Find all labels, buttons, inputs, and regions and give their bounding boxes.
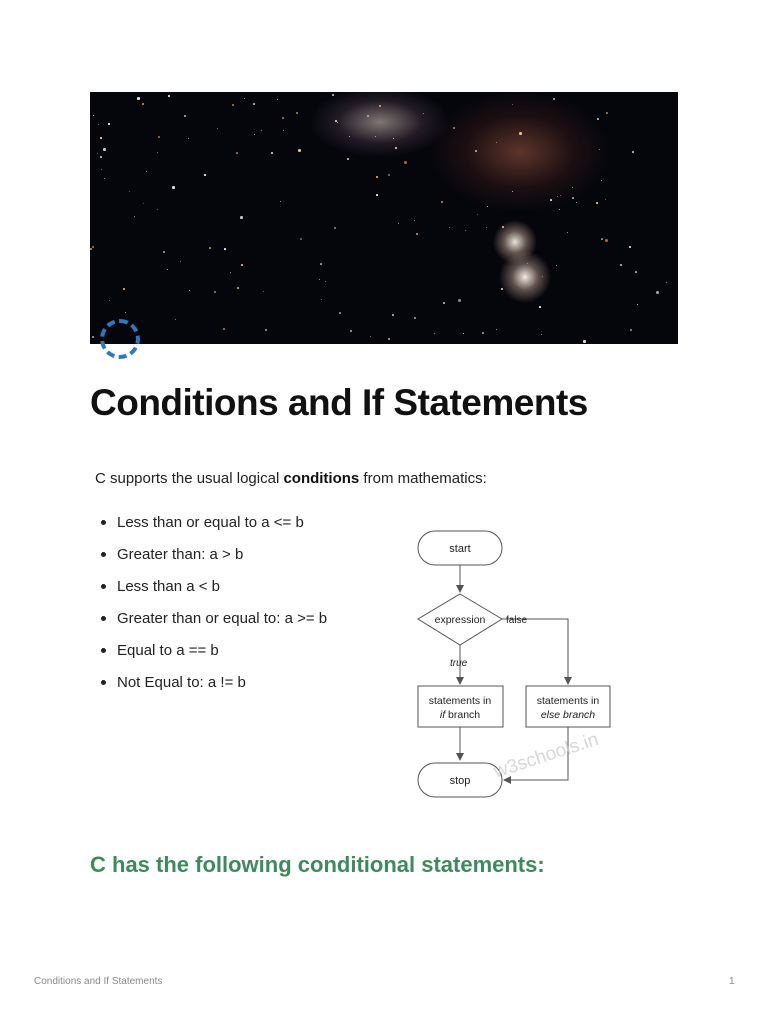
star-dot	[157, 209, 158, 210]
star-dot	[572, 197, 574, 199]
star-dot	[224, 248, 226, 250]
star-dot	[414, 317, 416, 319]
star-dot	[337, 122, 338, 123]
list-item: Greater than or equal to: a >= b	[99, 607, 339, 630]
star-dot	[392, 314, 394, 316]
star-dot	[261, 130, 262, 131]
star-dot	[376, 176, 378, 178]
star-dot	[339, 312, 341, 314]
star-dot	[453, 127, 455, 129]
star-dot	[416, 233, 418, 235]
list-item: Not Equal to: a != b	[99, 671, 339, 694]
star-dot	[325, 281, 326, 282]
intro-text: C supports the usual logical	[95, 470, 284, 487]
star-dot	[98, 124, 99, 125]
star-dot	[496, 142, 497, 143]
star-dot	[214, 291, 216, 293]
star-dot	[123, 288, 125, 290]
page-title: Conditions and If Statements	[90, 382, 588, 423]
star-dot	[334, 227, 336, 229]
star-dot	[236, 152, 238, 154]
star-dot	[605, 239, 608, 242]
else-branch-line2: else branch	[540, 709, 596, 721]
star-dot	[601, 238, 603, 240]
star-dot	[204, 174, 206, 176]
star-dot	[482, 332, 484, 334]
star-dot	[393, 138, 394, 139]
star-dot	[539, 306, 541, 308]
star-dot	[300, 238, 302, 240]
connector-expression-else	[502, 619, 568, 684]
star-dot	[134, 216, 135, 217]
star-dot	[167, 269, 168, 270]
list-item: Equal to a == b	[99, 639, 339, 662]
star-dot	[527, 263, 528, 264]
star-dot	[370, 336, 371, 337]
star-dot	[556, 265, 557, 266]
star-dot	[637, 304, 638, 305]
false-label: false	[506, 615, 528, 626]
section-heading: C has the following conditional statements:	[90, 852, 545, 877]
star-dot	[253, 103, 255, 105]
star-dot	[298, 149, 301, 152]
star-dot	[567, 232, 568, 233]
star-dot	[335, 120, 337, 122]
star-dot	[280, 201, 281, 202]
star-dot	[434, 333, 435, 334]
star-dot	[501, 288, 503, 290]
star-dot	[349, 136, 350, 137]
star-dot	[414, 220, 415, 221]
star-dot	[441, 201, 443, 203]
star-dot	[367, 115, 369, 117]
star-dot	[332, 94, 334, 96]
star-dot	[180, 261, 181, 262]
star-dot	[320, 263, 322, 265]
star-dot	[620, 264, 622, 266]
star-dot	[189, 290, 190, 291]
star-dot	[209, 247, 211, 249]
star-dot	[100, 137, 102, 139]
star-dot	[92, 246, 94, 248]
star-dot	[576, 202, 577, 203]
star-dot	[232, 104, 234, 106]
star-dot	[560, 195, 561, 196]
star-dot	[104, 178, 105, 179]
star-dot	[184, 115, 186, 117]
star-dot	[398, 223, 399, 224]
star-dot	[550, 199, 552, 201]
star-dot	[277, 99, 278, 100]
star-dot	[90, 248, 92, 250]
star-dot	[125, 312, 126, 313]
star-dot	[388, 338, 390, 340]
star-dot	[599, 149, 600, 150]
star-dot	[512, 191, 513, 192]
true-label: true	[450, 658, 468, 669]
star-dot	[541, 334, 542, 335]
star-dot	[241, 264, 243, 266]
star-dot	[223, 328, 225, 330]
star-dot	[553, 98, 555, 100]
star-dot	[512, 104, 513, 105]
star-dot	[175, 319, 176, 320]
star-dot	[137, 97, 140, 100]
star-dot	[443, 302, 445, 304]
star-dot	[143, 203, 144, 204]
star-dot	[254, 134, 255, 135]
star-dot	[321, 299, 322, 300]
page-icon[interactable]	[100, 319, 140, 359]
star-dot	[463, 333, 464, 334]
star-dot	[347, 158, 349, 160]
intro-paragraph	[95, 470, 487, 487]
star-dot	[630, 329, 632, 331]
star-dot	[188, 138, 189, 139]
star-dot	[282, 117, 284, 119]
if-statement-flowchart	[408, 526, 640, 808]
list-item: Greater than: a > b	[99, 543, 339, 566]
star-dot	[597, 118, 599, 120]
stop-label: stop	[449, 775, 471, 787]
intro-bold-text: conditions	[283, 470, 360, 487]
footer-title: Conditions and If Statements	[34, 976, 163, 987]
star-dot	[217, 128, 218, 129]
star-dot	[142, 103, 144, 105]
page-number: 1	[729, 976, 735, 987]
star-dot	[487, 206, 488, 207]
star-dot	[596, 202, 598, 204]
star-dot	[496, 329, 497, 330]
intro-text-end: from mathematics:	[359, 470, 487, 487]
star-dot	[244, 98, 245, 99]
star-dot	[97, 153, 98, 154]
star-dot	[606, 112, 608, 114]
star-dot	[395, 147, 397, 149]
star-dot	[557, 196, 558, 197]
star-dot	[283, 130, 284, 131]
expression-label: expression	[434, 614, 486, 626]
star-dot	[449, 227, 450, 228]
star-dot	[388, 174, 390, 176]
else-branch-line1: statements in	[536, 695, 600, 707]
star-dot	[583, 340, 586, 343]
star-dot	[109, 300, 110, 301]
star-dot	[296, 112, 298, 114]
star-dot	[601, 180, 602, 181]
start-label: start	[449, 543, 471, 555]
star-dot	[629, 246, 631, 248]
star-dot	[559, 209, 560, 210]
star-dot	[230, 272, 231, 273]
star-dot	[101, 169, 102, 170]
star-dot	[656, 291, 659, 294]
star-dot	[271, 152, 273, 154]
star-dot	[158, 136, 160, 138]
star-dot	[477, 214, 478, 215]
star-dot	[108, 123, 110, 125]
star-dot	[666, 282, 667, 283]
star-dot	[129, 191, 130, 192]
star-dot	[92, 336, 94, 338]
star-dot	[319, 279, 320, 280]
cover-image	[90, 92, 678, 344]
star-dot	[605, 199, 606, 200]
watermark: w3schools.in	[491, 728, 602, 783]
star-dot	[458, 299, 461, 302]
star-dot	[240, 216, 243, 219]
star-dot	[404, 161, 407, 164]
star-dot	[265, 329, 267, 331]
star-dot	[375, 136, 376, 137]
star-dot	[350, 330, 352, 332]
star-dot	[423, 113, 424, 114]
star-dot	[237, 287, 239, 289]
star-dot	[465, 230, 466, 231]
star-dot	[486, 227, 487, 228]
star-dot	[93, 115, 94, 116]
star-dot	[475, 150, 477, 152]
star-dot	[263, 291, 264, 292]
star-dot	[542, 276, 543, 277]
star-dot	[146, 171, 147, 172]
star-dot	[572, 187, 573, 188]
star-dot	[635, 271, 637, 273]
star-dot	[379, 105, 381, 107]
star-dot	[172, 186, 175, 189]
list-item: Less than a < b	[99, 575, 339, 598]
star-dot	[519, 132, 522, 135]
star-dot	[632, 151, 634, 153]
star-dot	[502, 226, 504, 228]
star-dot	[103, 148, 106, 151]
conditions-list	[99, 511, 339, 703]
if-branch-line1: statements in	[428, 695, 492, 707]
star-dot	[100, 156, 102, 158]
star-dot	[163, 251, 165, 253]
if-branch-line2: if branch	[439, 709, 481, 721]
star-dot	[168, 95, 170, 97]
list-item: Less than or equal to a <= b	[99, 511, 339, 534]
star-dot	[376, 194, 378, 196]
star-dot	[157, 152, 158, 153]
